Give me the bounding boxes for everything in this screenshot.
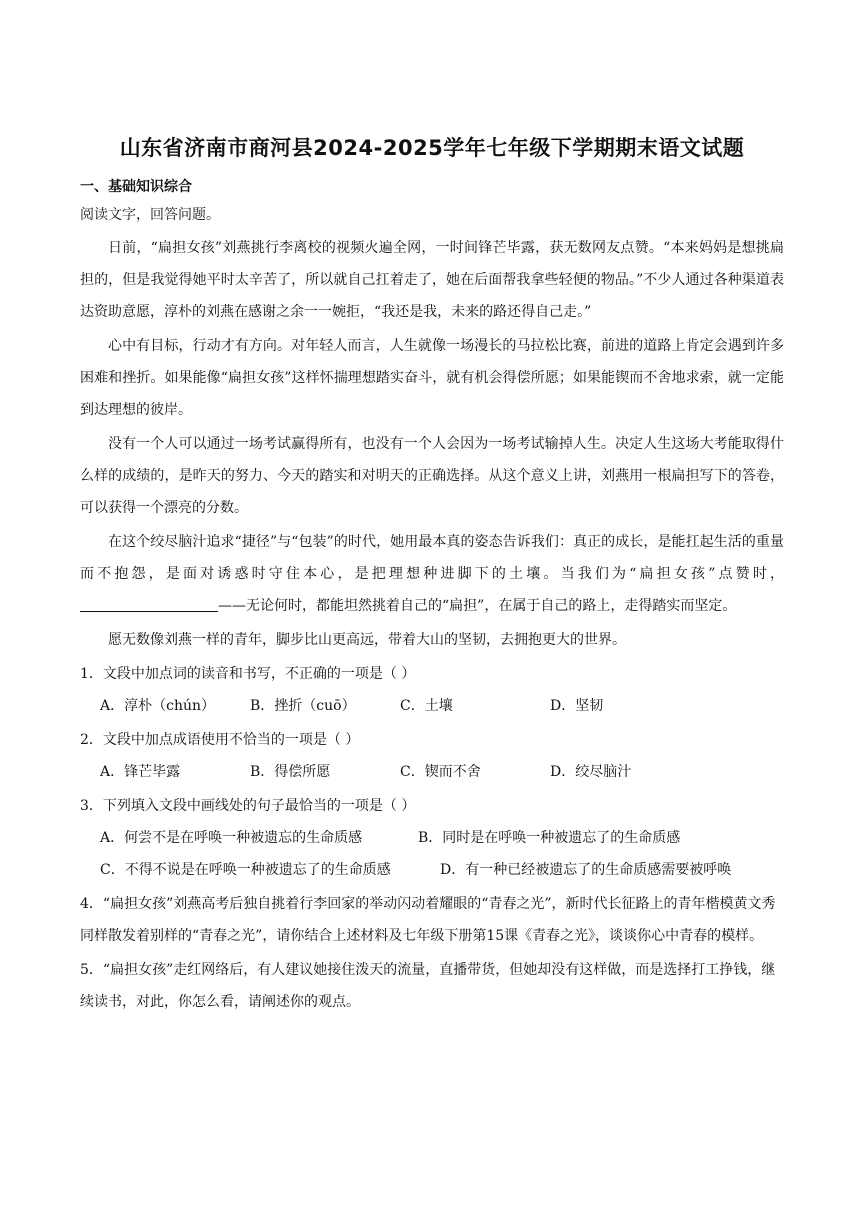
passage-paragraph-4 [80, 526, 784, 622]
question-3-option-d: D．有一种已经被遗忘了的生命质感需要被呼唤 [440, 862, 732, 878]
question-3-option-b: B．同时是在呼唤一种被遗忘了的生命质感 [418, 830, 681, 846]
passage-paragraph-1: 日前，“扁担女孩”刘燕挑行李离校的视频火遍全网，一时间锋芒毕露，获无数网友点赞。“本来妈妈是想挑扁担的，但是我觉得她平时太辛苦了，所以就自己扛着走了，她在后面帮我拿些轻便的物品。”不少人通过各种渠道表达资助意愿，淳朴的刘燕在感谢之余一一婉拒，“我还是我，未来的路还得自己走。” [80, 240, 784, 320]
section-heading: 一、基础知识综合 [80, 179, 192, 195]
exam-title: 山东省济南市商河县2024-2025学年七年级下学期期末语文试题 [119, 136, 745, 160]
question-3-option-a: A．何尝不是在呼唤一种被遗忘的生命质感 [100, 830, 363, 846]
question-1-options [80, 690, 784, 722]
fill-in-blank-line [80, 597, 218, 612]
passage-paragraph-4-tail: ——无论何时，都能坦然挑着自己的“扁担”，在属于自己的路上，走得踏实而坚定。 [218, 598, 737, 614]
passage-paragraph-2: 心中有目标，行动才有方向。对年轻人而言，人生就像一场漫长的马拉松比赛，前进的道路上肯定会遇到许多困难和挫折。如果能像“扁担女孩”这样怀揣理想踏实奋斗，就有机会得偿所愿；如果能锲而不舍地求索，就一定能到达理想的彼岸。 [80, 338, 784, 418]
question-3-options-row-1 [80, 822, 784, 854]
question-1-option-a: A．淳朴（chún） [100, 698, 216, 714]
question-3-option-c: C．不得不说是在呼唤一种被遗忘了的生命质感 [100, 862, 391, 878]
question-1-option-d: D．坚韧 [550, 698, 604, 714]
question-1-stem: 1．文段中加点词的读音和书写，不正确的一项是（ ） [80, 666, 416, 682]
passage-paragraph-5: 愿无数像刘燕一样的青年，脚步比山更高远，带着大山的坚韧，去拥抱更大的世界。 [108, 632, 626, 648]
question-3-stem: 3．下列填入文段中画线处的句子最恰当的一项是（ ） [80, 798, 416, 814]
question-2-stem: 2．文段中加点成语使用不恰当的一项是（ ） [80, 732, 360, 748]
question-4-stem: 4．“扁担女孩”刘燕高考后独自挑着行李回家的举动闪动着耀眼的“青春之光”，新时代长征路上的青年楷模黄文秀同样散发着别样的“青春之光”，请你结合上述材料及七年级下册第15课《青春之光》，谈谈你心中青春的模样。 [80, 896, 776, 944]
question-1-option-c: C．土壤 [400, 698, 453, 714]
question-2-option-a: A．锋芒毕露 [100, 764, 181, 780]
question-5-stem: 5．“扁担女孩”走红网络后，有人建议她接住泼天的流量，直播带货，但她却没有这样做，而是选择打工挣钱，继续读书，对此，你怎么看，请阐述你的观点。 [80, 962, 776, 1010]
question-2-option-d: D．绞尽脑汁 [550, 764, 632, 780]
exam-page [80, 132, 784, 1018]
question-1-option-b: B．挫折（cuō） [250, 698, 356, 714]
passage-paragraph-3: 没有一个人可以通过一场考试赢得所有，也没有一个人会因为一场考试输掉人生。决定人生这场大考能取得什么样的成绩的，是昨天的努力、今天的踏实和对明天的正确选择。从这个意义上讲，刘燕用一根扁担写下的答卷，可以获得一个漂亮的分数。 [80, 436, 784, 516]
question-2-option-b: B．得偿所愿 [250, 764, 331, 780]
reading-instruction: 阅读文字，回答问题。 [80, 207, 220, 223]
question-2-options [80, 756, 784, 788]
question-3-options-row-2 [80, 854, 784, 886]
passage-paragraph-4-text: 在这个绞尽脑汁追求“捷径”与“包装”的时代，她用最本真的姿态告诉我们：真正的成长，是能扛起生活的重量而不抱怨，是面对诱惑时守住本心，是把理想种进脚下的土壤。当我们为“扁担女孩”点赞时， [80, 534, 784, 582]
question-2-option-c: C．锲而不舍 [400, 764, 481, 780]
